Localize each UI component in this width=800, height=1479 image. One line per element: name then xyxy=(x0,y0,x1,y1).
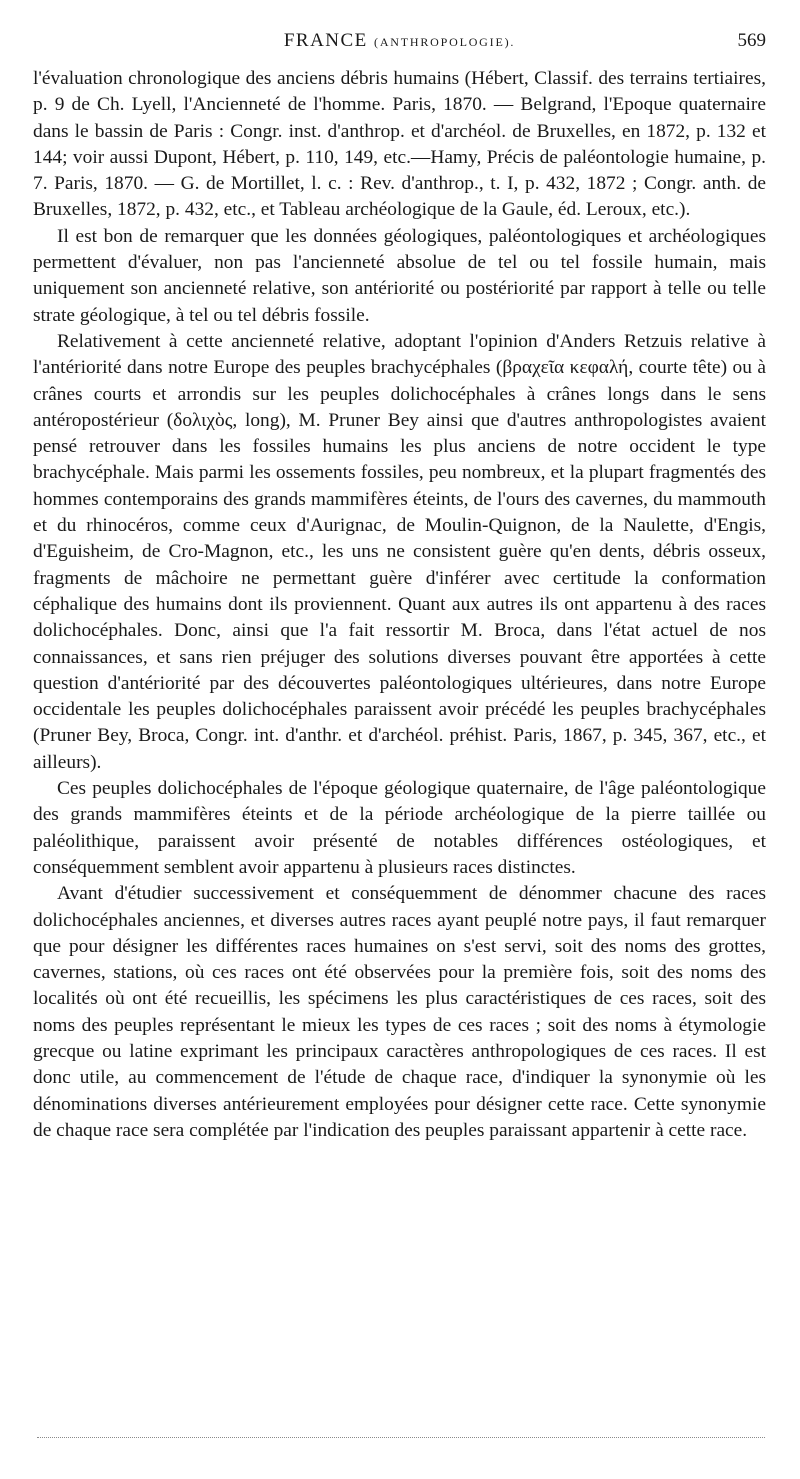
paragraph-2: Il est bon de remarquer que les données géologiques, paléontologiques et archéologiques permettent d'évaluer, non pas l'ancienneté absolue de tel ou tel fossile humain, mais uniquement son ancienneté relative, son antériorité ou postériorité par rapport à telle ou telle strate géologique, à tel ou tel débris fossile. xyxy=(33,225,766,326)
body-text xyxy=(33,66,766,1144)
paragraph-3: Relativement à cette ancienneté relative, adoptant l'opinion d'Anders Retzuis relative à l'antériorité dans notre Europe des peuples brachycéphales (βραχεῖα κεφαλή, courte tête) ou à crânes courts et arrondis sur les peuples dolichocéphales à crânes longs dans le sens antéropostérieur (δολιχὸς, long), M. Pruner Bey ainsi que d'autres anthropologistes avaient pensé retrouver dans les fossiles humains les plus anciens de notre occident le type brachycéphale. Mais parmi les ossements fossiles, peu nombreux, et la plupart fragmentés des hommes contemporains des grands mammifères éteints, de l'ours des cavernes, du mammouth et du rhinocéros, comme ceux d'Aurignac, de Moulin-Quignon, de la Naulette, d'Engis, d'Eguisheim, de Cro-Magnon, etc., les uns ne consistent guère qu'en dents, débris osseux, fragments de mâchoire ne permettant guère d'inférer avec certitude la conformation céphalique des humains dont ils proviennent. Quant aux autres ils ont appartenu à des races dolichocéphales. Donc, ainsi que l'a fait ressortir M. Broca, dans l'état actuel de nos connaissances, et sans rien préjuger des solutions diverses pouvant être apportées à cette question d'antériorité par des découvertes paléontologiques ultérieures, dans notre Europe occidentale les peuples dolichocéphales paraissent avoir précédé les peuples brachycéphales (Pruner Bey, Broca, Congr. int. d'anthr. et d'archéol. préhist. Paris, 1867, p. 345, 367, etc., et ailleurs). xyxy=(33,330,766,773)
page-number: 569 xyxy=(737,30,766,51)
paragraph-1: l'évaluation chronologique des anciens débris humains (Hébert, Classif. des terrains tertiaires, p. 9 de Ch. Lyell, l'Ancienneté de l'homme. Paris, 1870. — Belgrand, l'Epoque quaternaire dans le bassin de Paris : Congr. inst. d'anthrop. et d'archéol. de Bruxelles, en 1872, p. 132 et 144; voir aussi Dupont, Hébert, p. 110, 149, etc.—Hamy, Précis de paléontologie humaine, p. 7. Paris, 1870. — G. de Mortillet, l. c. : Rev. d'anthrop., t. I, p. 432, 1872 ; Congr. anth. de Bruxelles, 1872, p. 432, etc., et Tableau archéologique de la Gaule, éd. Leroux, etc.). xyxy=(33,68,766,221)
document-page xyxy=(33,30,766,1144)
running-header xyxy=(33,30,766,56)
paragraph-5: Avant d'étudier successivement et conséquemment de dénommer chacune des races dolichocéphales anciennes, et diverses autres races ayant peuplé notre pays, il faut remarquer que pour désigner les différentes races humaines on s'est servi, soit des noms des grottes, cavernes, stations, où ces races ont été observées pour la première fois, soit des noms des localités où ont été recueillis, les spécimens les plus caractéristiques de ces races, soit des noms des peuples représentant le mieux les types de ces races ; soit des noms à étymologie grecque ou latine exprimant les principaux caractères anthropologiques de ces races. Il est donc utile, au commencement de l'étude de chaque race, d'indiquer la synonymie où les dénominations diverses antérieurement employées pour désigner cette race. Cette synonymie de chaque race sera complétée par l'indication des peuples paraissant appartenir à cette race. xyxy=(33,883,766,1141)
paragraph-4: Ces peuples dolichocéphales de l'époque géologique quaternaire, de l'âge paléontologique des grands mammifères éteints et de la période archéologique de la pierre taillée ou paléolithique, paraissent avoir présenté de notables différences ostéologiques, et conséquemment semblent avoir appartenu à plusieurs races distinctes. xyxy=(33,778,766,878)
header-title: FRANCE xyxy=(283,30,368,51)
running-title xyxy=(33,30,766,52)
bottom-dotted-rule xyxy=(37,1437,765,1438)
header-subtitle: (ANTHROPOLOGIE). xyxy=(374,35,516,49)
